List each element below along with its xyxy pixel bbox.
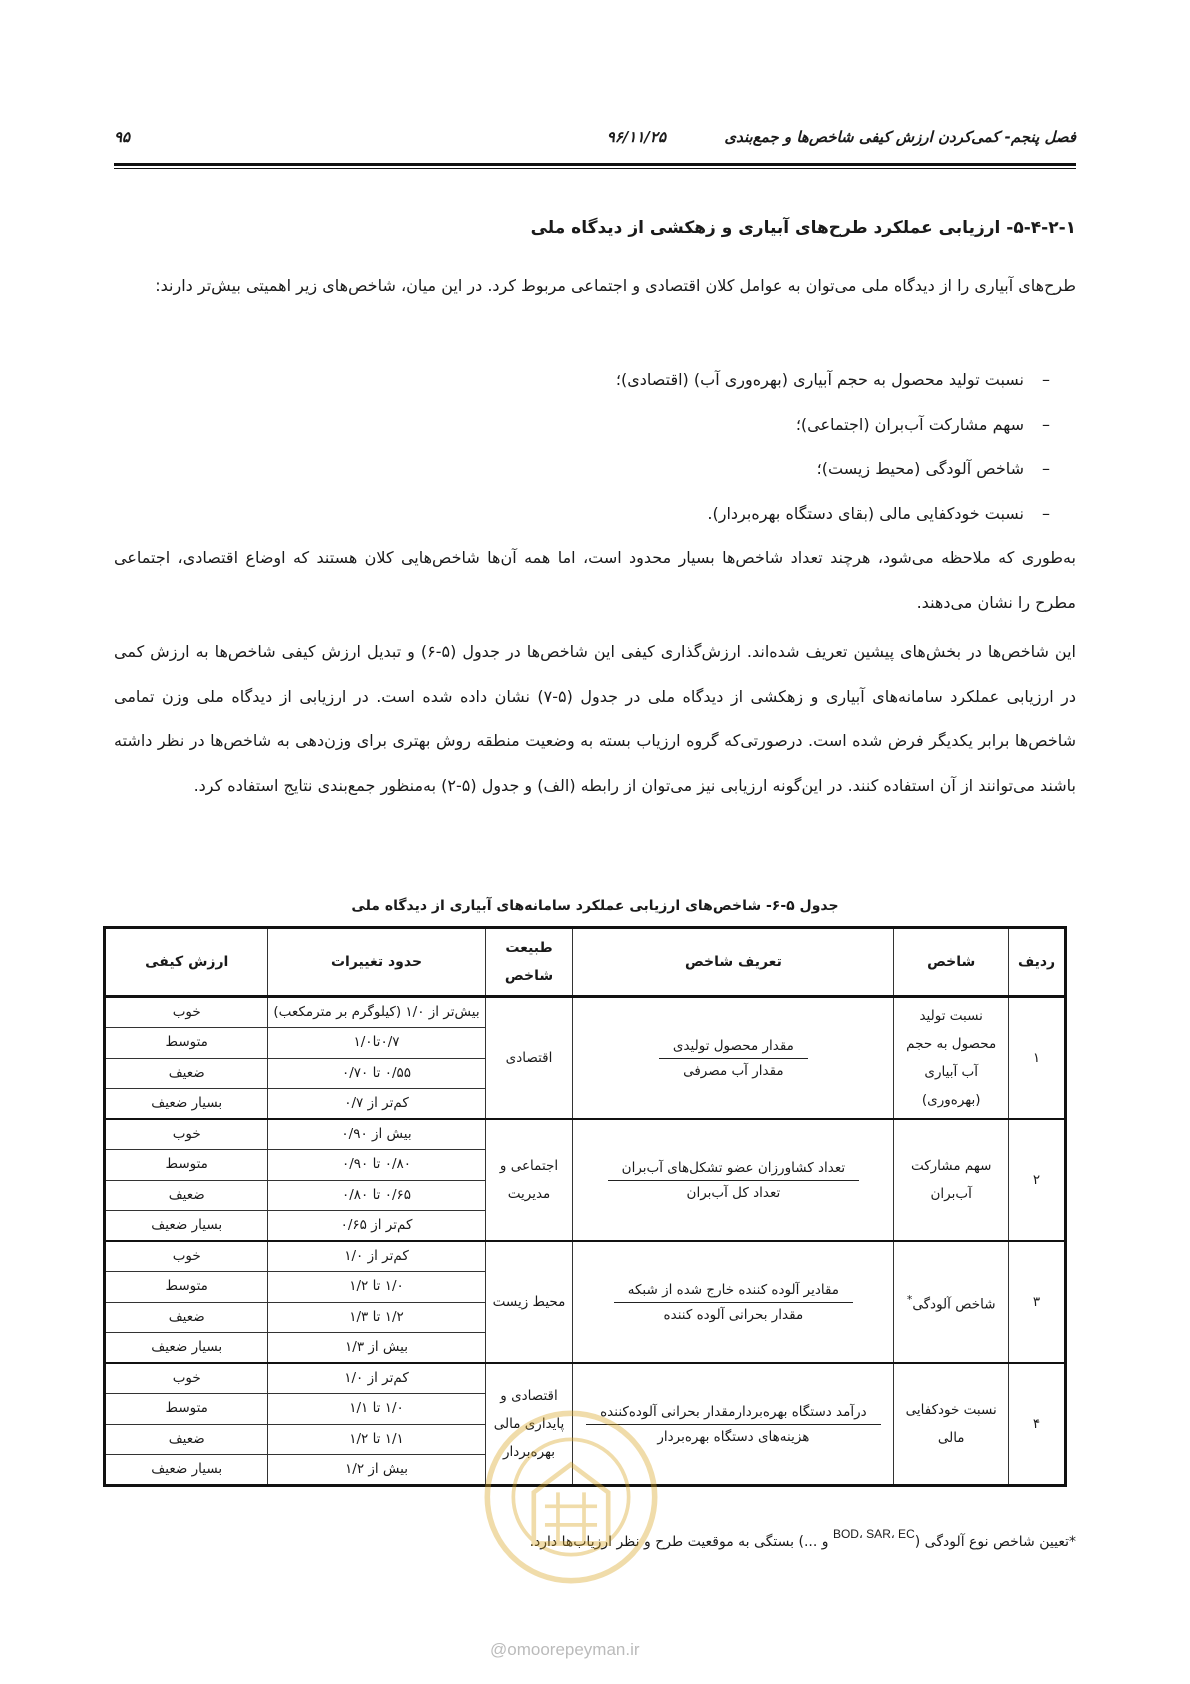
value-cell: خوب (105, 997, 268, 1028)
range-cell: بیش از ۱/۳ (268, 1333, 485, 1364)
nature-cell: اجتماعی و مدیریت (485, 1119, 573, 1241)
range-cell: ۱/۲ تا ۱/۳ (268, 1302, 485, 1333)
range-cell: ۱/۰ تا ۱/۲ (268, 1272, 485, 1303)
ratio-numerator: تعداد کشاورزان عضو تشکل‌های آب‌بران (608, 1160, 859, 1181)
list-item: – سهم مشارکت آب‌بران (اجتماعی)؛ (616, 403, 1050, 448)
range-cell: ۰/۶۵ تا ۰/۸۰ (268, 1180, 485, 1211)
ratio-numerator: مقادیر آلوده کننده خارج شده از شبکه (614, 1282, 853, 1303)
index-name: شاخص آلودگی (912, 1296, 996, 1313)
ratio-denominator: تعداد کل آب‌بران (686, 1184, 781, 1201)
footnote-suffix: و ...) بستگی به موقعیت طرح و نظر ارزیاب‌ها دارد. (529, 1534, 833, 1550)
section-title: ۵-۴-۲-۱- ارزیابی عملکرد طرح‌های آبیاری و زهکشی از دیدگاه ملی (530, 218, 1076, 238)
range-cell: ۰/۸۰ تا ۰/۹۰ (268, 1150, 485, 1181)
definition-cell (573, 1119, 894, 1241)
table-header-row (105, 928, 1066, 997)
footnote-marker: * (906, 1292, 913, 1306)
paragraph-2: به‌طوری که ملاحظه می‌شود، هرچند تعداد شاخص‌ها بسیار محدود است، اما همه آن‌ها شاخص‌هایی کلان هستند که اوضاع اقتصادی، اجتماعی مطرح را نشان می‌دهند. (114, 548, 1076, 612)
watermark-site: @omoorepeyman.ir (490, 1640, 640, 1659)
ratio-numerator: مقدار محصول تولیدی (659, 1038, 808, 1059)
index-name: سهم مشارکت آب‌بران (910, 1158, 992, 1202)
range-cell: کم‌تر از ۰/۶۵ (268, 1211, 485, 1242)
range-cell: کم‌تر از ۱/۰ (268, 1363, 485, 1394)
col-header-definition: تعریف شاخص (573, 928, 894, 997)
footnote-prefix: *تعیین شاخص نوع آلودگی ( (914, 1534, 1076, 1550)
value-cell: ضعیف (105, 1424, 268, 1455)
col-header-value: ارزش کیفی (105, 928, 268, 997)
index-name-cell (894, 1241, 1009, 1363)
intro-paragraph: طرح‌های آبیاری را از دیدگاه ملی می‌توان به عوامل کلان اقتصادی و اجتماعی مربوط کرد. در این میان، شاخص‌های زیر اهمیتی بیش‌تر دارند: (155, 276, 1076, 295)
nature-cell: اقتصادی (485, 997, 573, 1120)
range-cell: کم‌تر از ۰/۷ (268, 1089, 485, 1120)
paragraph-3: این شاخص‌ها در بخش‌های پیشین تعریف شده‌اند. ارزش‌گذاری کیفی این شاخص‌ها در جدول (۵-۶) و تبدیل ارزش کیفی شاخص‌ها به ارزش کمی در ارزیابی عملکرد سامانه‌های آبیاری و زهکشی از دیدگاه ملی در جدول (۵-۷) نشان داده شده است. در ارزیابی از دیدگاه ملی وزن تمامی شاخص‌ها برابر یکدیگر فرض شده است. درصورتی‌که گروه ارزیاب بسته به وضعیت منطقه روش بهتری برای وزن‌دهی به شاخص‌ها در نظر داشته باشند می‌توانند از آن استفاده کنند. در این‌گونه ارزیابی نیز می‌توان از رابطه (الف) و جدول (۵-۲) به‌منظور جمع‌بندی نتایج استفاده کرد. (114, 642, 1076, 795)
ratio-formula (614, 1282, 853, 1323)
range-cell: بیش از ۰/۹۰ (268, 1119, 485, 1150)
ratio-formula (608, 1160, 859, 1201)
index-name-cell (894, 1119, 1009, 1241)
header-date: ۹۶/۱۱/۲۵ (606, 128, 666, 146)
table-row (105, 1363, 1066, 1394)
running-header (114, 128, 1076, 152)
indicators-table (103, 926, 1067, 1487)
value-cell: ضعیف (105, 1058, 268, 1089)
row-number-cell: ۱ (1009, 997, 1066, 1120)
ratio-denominator: مقدار بحرانی آلوده کننده (663, 1306, 804, 1323)
index-name: نسبت خودکفایی مالی (905, 1402, 997, 1446)
row-number-cell: ۳ (1009, 1241, 1066, 1363)
page-number: ۹۵ (114, 128, 131, 146)
ratio-numerator: درآمد دستگاه بهره‌بردارمقدار بحرانی آلوده‌کننده (586, 1404, 881, 1425)
range-cell: بیش‌تر از ۱/۰ (کیلوگرم بر مترمکعب) (268, 997, 485, 1028)
ratio-denominator: هزینه‌های دستگاه بهره‌بردار (657, 1428, 810, 1445)
list-item: – نسبت خودکفایی مالی (بقای دستگاه بهره‌بردار). (616, 492, 1050, 537)
table-caption: جدول ۵-۶- شاخص‌های ارزیابی عملکرد سامانه‌های آبیاری از دیدگاه ملی (351, 898, 839, 914)
value-cell: بسیار ضعیف (105, 1211, 268, 1242)
index-name-cell (894, 997, 1009, 1120)
ratio-denominator: مقدار آب مصرفی (683, 1062, 784, 1079)
ratio-formula (659, 1038, 808, 1079)
value-cell: متوسط (105, 1150, 268, 1181)
row-number-cell: ۴ (1009, 1363, 1066, 1486)
list-item: – نسبت تولید محصول به حجم آبیاری (بهره‌وری آب) (اقتصادی)؛ (616, 358, 1050, 403)
nature-cell: محیط زیست (485, 1241, 573, 1363)
index-name-cell (894, 1363, 1009, 1486)
range-cell: ۱/۰ تا ۱/۱ (268, 1394, 485, 1425)
col-header-nature: طبیعت شاخص (485, 928, 573, 997)
range-cell: ۱/۱ تا ۱/۲ (268, 1424, 485, 1455)
pollutant-codes: BOD، SAR، EC (832, 1527, 915, 1541)
header-rule-thin (114, 168, 1076, 169)
range-cell: کم‌تر از ۱/۰ (268, 1241, 485, 1272)
seal-watermark (478, 1404, 664, 1590)
col-header-range: حدود تغییرات (268, 928, 485, 997)
range-cell: بیش از ۱/۲ (268, 1455, 485, 1486)
value-cell: ضعیف (105, 1302, 268, 1333)
list-item: – شاخص آلودگی (محیط زیست)؛ (616, 447, 1050, 492)
index-name: نسبت تولید محصول به حجم آب آبیاری (بهره‌وری) (906, 1008, 997, 1108)
value-cell: خوب (105, 1363, 268, 1394)
value-cell: متوسط (105, 1272, 268, 1303)
chapter-title: فصل پنجم- کمی‌کردن ارزش کیفی شاخص‌ها و جمع‌بندی (724, 128, 1076, 146)
col-header-index: شاخص (894, 928, 1009, 997)
value-cell: خوب (105, 1119, 268, 1150)
value-cell: بسیار ضعیف (105, 1089, 268, 1120)
value-cell: ضعیف (105, 1180, 268, 1211)
row-number-cell: ۲ (1009, 1119, 1066, 1241)
table-row (105, 1119, 1066, 1150)
nature-cell: اقتصادی و پایداری مالی بهره‌بردار (485, 1363, 573, 1486)
value-cell: متوسط (105, 1028, 268, 1059)
value-cell: بسیار ضعیف (105, 1455, 268, 1486)
range-cell: ۰/۵۵ تا ۰/۷۰ (268, 1058, 485, 1089)
range-cell: ۰/۷تا۱/۰ (268, 1028, 485, 1059)
header-rule (114, 163, 1076, 166)
col-header-row: ردیف (1009, 928, 1066, 997)
value-cell: خوب (105, 1241, 268, 1272)
table-row (105, 997, 1066, 1028)
indicator-list (616, 358, 1050, 536)
definition-cell (573, 997, 894, 1120)
definition-cell (573, 1241, 894, 1363)
value-cell: متوسط (105, 1394, 268, 1425)
value-cell: بسیار ضعیف (105, 1333, 268, 1364)
table-row (105, 1241, 1066, 1272)
